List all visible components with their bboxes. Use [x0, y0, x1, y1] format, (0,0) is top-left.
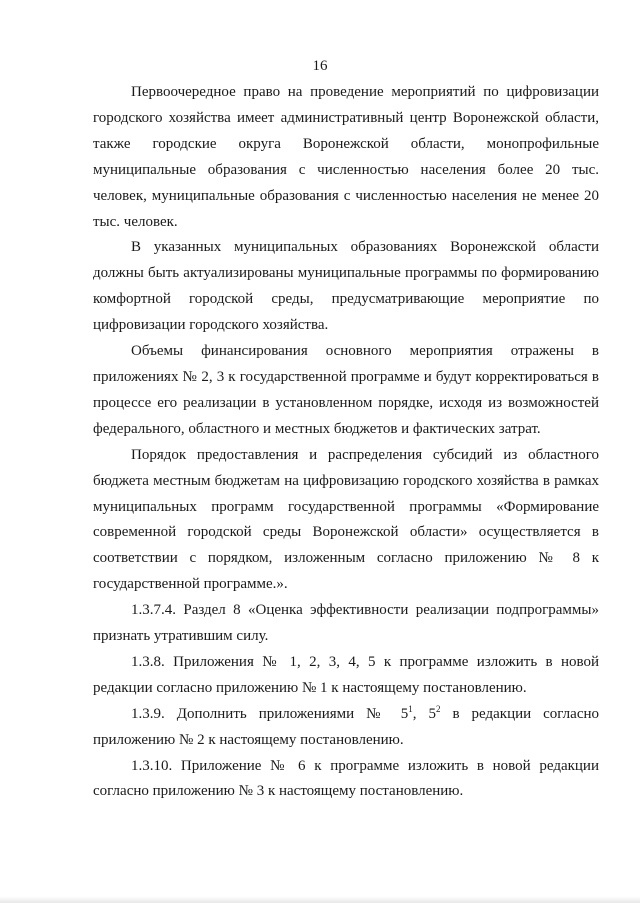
paragraph-financing-volumes: Объемы финансирования основного мероприятия отражены в приложениях № 2, 3 к государственной программе и будут корректироваться в процессе его реализации в установленном порядке, исходя из возможностей федерального, областного и местных бюджетов и фактических затрат. [93, 343, 599, 437]
paragraph-municipal-programs: В указанных муниципальных образованиях Воронежской области должны быть актуализированы муниципальные программы по формированию комфортной городской среды, предусматривающие мероприятие по цифровизации городского хозяйства. [93, 239, 599, 334]
item-1-3-9-text-end: в редакции согласно приложению № 2 к настоящему постановлению. [93, 705, 600, 748]
paragraph-item-1-3-10: 1.3.10. Приложение № 6 к программе изложить в новой редакции согласно приложению № 3 к настоящему постановлению. [93, 757, 599, 800]
paragraph-item-1-3-7-4: 1.3.7.4. Раздел 8 «Оценка эффективности реализации подпрограммы» признать утратившим силу. [93, 602, 599, 645]
paragraph-priority-right: Первоочередное право на проведение мероприятий по цифровизации городского хозяйства имеет административный центр Воронежской области, также городские округа Воронежской области, монопрофильные муниципальные образования с численностью населения более 20 тыс. человек, муниципальные образования с численностью населения не менее 20 тыс. человек. [93, 84, 599, 230]
page-bottom-edge [0, 896, 640, 903]
paragraph-item-1-3-9 [93, 702, 599, 754]
page-number: 16 [312, 58, 328, 74]
paragraph-subsidy-procedure: Порядок предоставления и распределения субсидий из областного бюджета местным бюджетам на цифровизацию городского хозяйства в рамках муниципальных программ государственной программы «Формирование современной городской среды Воронежской области» осуществляется в соответствии с порядком, изложенным согласно приложению № 8 к государственной программе.». [93, 446, 599, 593]
item-1-3-9-text-middle: , 5 [412, 705, 436, 722]
superscript-two: 2 [435, 703, 441, 714]
document-body [93, 80, 599, 805]
paragraph-item-1-3-8: 1.3.8. Приложения № 1, 2, 3, 4, 5 к программе изложить в новой редакции согласно приложению № 1 к настоящему постановлению. [93, 653, 599, 696]
item-1-3-9-text-start: 1.3.9. Дополнить приложениями № 5 [131, 705, 409, 722]
superscript-one: 1 [408, 703, 413, 714]
